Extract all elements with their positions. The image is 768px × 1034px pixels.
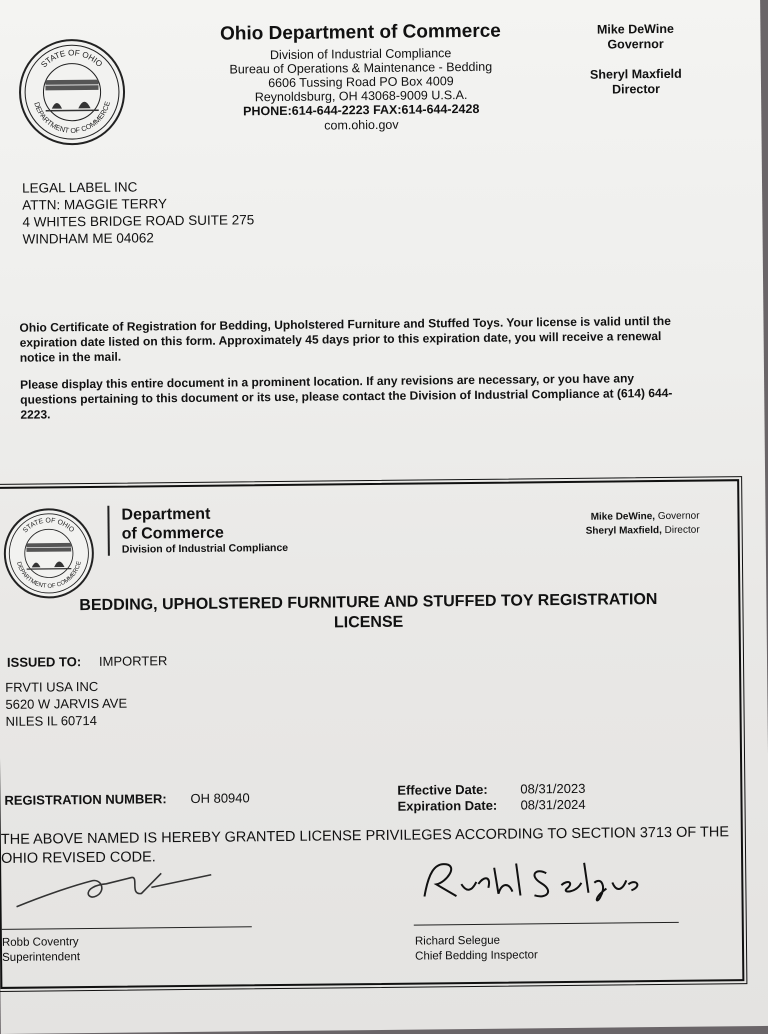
letter-website: com.ohio.gov xyxy=(171,116,551,134)
effective-date: 08/31/2023 xyxy=(520,781,585,797)
licensee-line: NILES IL 60714 xyxy=(6,713,97,729)
issued-to-label: ISSUED TO: xyxy=(7,654,81,670)
governor-title: Governor xyxy=(560,36,710,52)
license-certificate xyxy=(0,479,744,989)
licensee-line: FRVTI USA INC xyxy=(5,679,98,695)
letter-title: Ohio Department of Commerce xyxy=(170,20,550,46)
recipient-line: LEGAL LABEL INC xyxy=(22,178,137,196)
issued-to-type: IMPORTER xyxy=(99,653,168,669)
director-title: Director xyxy=(561,81,711,97)
seal-bottom-text: DEPARTMENT OF COMMERCE xyxy=(15,561,83,591)
svg-text:STATE OF OHIO xyxy=(22,517,76,535)
inspector-signature-line xyxy=(414,922,679,926)
display-instructions-paragraph: Please display this entire document in a prominent location. If any revisions are necessary, or you have any questions pertaining to this document or its use, please contact the Division of Industrial Compliance at (614) 644-2223. xyxy=(20,371,685,423)
seal-top-text: STATE OF OHIO xyxy=(39,48,104,69)
superintendent-name: Robb Coventry xyxy=(2,935,79,951)
ohio-commerce-seal xyxy=(18,39,125,146)
letter-bureau: Bureau of Operations & Maintenance - Bedding xyxy=(171,59,551,77)
ohio-commerce-seal xyxy=(3,508,94,599)
grant-statement: THE ABOVE NAMED IS HEREBY GRANTED LICENSE PRIVILEGES ACCORDING TO SECTION 3713 OF THE OHIO REVISED CODE. xyxy=(1,823,736,869)
expiration-date: 08/31/2024 xyxy=(520,797,585,813)
license-title-line1: BEDDING, UPHOLSTERED FURNITURE AND STUFFED TOY REGISTRATION xyxy=(28,590,708,617)
letter-city: Reynoldsburg, OH 43068-9009 U.S.A. xyxy=(171,87,551,105)
registration-number: OH 80940 xyxy=(190,790,249,806)
expiration-date-label: Expiration Date: xyxy=(397,798,497,814)
registration-number-label: REGISTRATION NUMBER: xyxy=(4,791,166,808)
registration-notice-paragraph: Ohio Certificate of Registration for Bedding, Upholstered Furniture and Stuffed Toys. Your license is valid until the expiration date listed on this form. Approximately 45 days prior to this expiration date, you will receive a renewal notice in the mail. xyxy=(19,314,684,366)
license-director: Sheryl Maxfield, xyxy=(586,525,662,537)
letter-division: Division of Industrial Compliance xyxy=(171,45,551,63)
governor-name: Mike DeWine xyxy=(560,21,710,37)
dept-line1: Department xyxy=(121,504,287,525)
recipient-line: 4 WHITES BRIDGE ROAD SUITE 275 xyxy=(22,211,254,230)
director-name: Sheryl Maxfield xyxy=(561,66,711,82)
recipient-line: WINDHAM ME 04062 xyxy=(22,229,153,247)
dept-division: Division of Industrial Compliance xyxy=(122,542,288,556)
department-logo-text xyxy=(107,504,288,556)
recipient-line: ATTN: MAGGIE TERRY xyxy=(22,195,167,214)
superintendent-signature xyxy=(11,865,232,917)
effective-date-label: Effective Date: xyxy=(397,782,487,798)
licensee-line: 5620 W JARVIS AVE xyxy=(5,696,127,712)
inspector-title: Chief Bedding Inspector xyxy=(415,948,538,964)
inspector-signature xyxy=(416,852,657,911)
license-title-line2: LICENSE xyxy=(29,610,709,637)
letter-street: 6606 Tussing Road PO Box 4009 xyxy=(171,73,551,91)
superintendent-signature-line xyxy=(2,926,252,930)
license-governor: Mike DeWine, xyxy=(591,511,655,523)
letter-phone: PHONE:614-644-2223 FAX:614-644-2428 xyxy=(171,101,551,119)
license-director-title: Director xyxy=(662,525,700,536)
superintendent-title: Superintendent xyxy=(2,950,80,966)
svg-text:DEPARTMENT OF COMMERCE xyxy=(15,561,83,591)
seal-bottom-text: DEPARTMENT OF COMMERCE xyxy=(32,100,112,135)
license-governor-title: Governor xyxy=(655,511,700,522)
dept-line2: of Commerce xyxy=(122,523,288,544)
license-officials xyxy=(586,510,700,539)
seal-top-text: STATE OF OHIO xyxy=(22,517,76,535)
license-title xyxy=(28,590,708,637)
inspector-name: Richard Selegue xyxy=(415,934,500,950)
